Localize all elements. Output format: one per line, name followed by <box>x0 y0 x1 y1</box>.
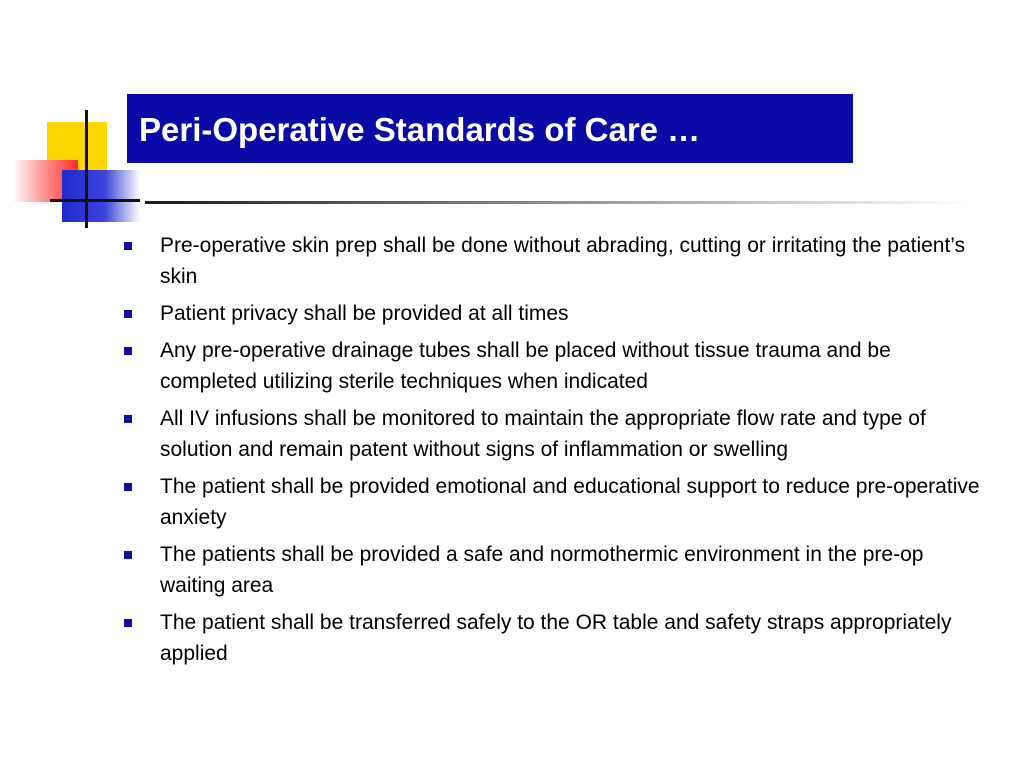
bullet-text: Patient privacy shall be provided at all times <box>160 302 569 325</box>
bullet-item <box>120 298 980 329</box>
slide-title: Peri-Operative Standards of Care … <box>139 111 701 148</box>
bullet-text: The patients shall be provided a safe and normothermic environment in the pre-op waiting area <box>160 543 924 597</box>
square-bullet-icon <box>124 347 132 355</box>
bullet-item <box>120 607 980 669</box>
bullet-item <box>120 335 980 397</box>
square-bullet-icon <box>124 242 132 250</box>
square-bullet-icon <box>124 551 132 559</box>
square-bullet-icon <box>124 483 132 491</box>
bullet-item <box>120 403 980 465</box>
blue-gradient-shape <box>62 170 140 222</box>
square-bullet-icon <box>124 415 132 423</box>
title-banner <box>127 94 853 163</box>
bullet-text: The patient shall be provided emotional and educational support to reduce pre-operative anxiety <box>160 475 980 529</box>
title-divider <box>145 201 970 204</box>
bullet-text: The patient shall be transferred safely to the OR table and safety straps appropriately applied <box>160 611 952 665</box>
bullet-list <box>120 230 980 675</box>
vertical-line <box>85 110 88 228</box>
bullet-text: All IV infusions shall be monitored to maintain the appropriate flow rate and type of solution and remain patent without signs of inflammation or swelling <box>160 407 926 461</box>
bullet-text: Pre-operative skin prep shall be done without abrading, cutting or irritating the patient’s skin <box>160 234 966 288</box>
square-bullet-icon <box>124 310 132 318</box>
square-bullet-icon <box>124 619 132 627</box>
bullet-item <box>120 230 980 292</box>
bullet-item <box>120 471 980 533</box>
bullet-text: Any pre-operative drainage tubes shall be placed without tissue trauma and be completed utilizing sterile techniques when indicated <box>160 339 891 393</box>
bullet-item <box>120 539 980 601</box>
horizontal-line <box>50 199 140 202</box>
